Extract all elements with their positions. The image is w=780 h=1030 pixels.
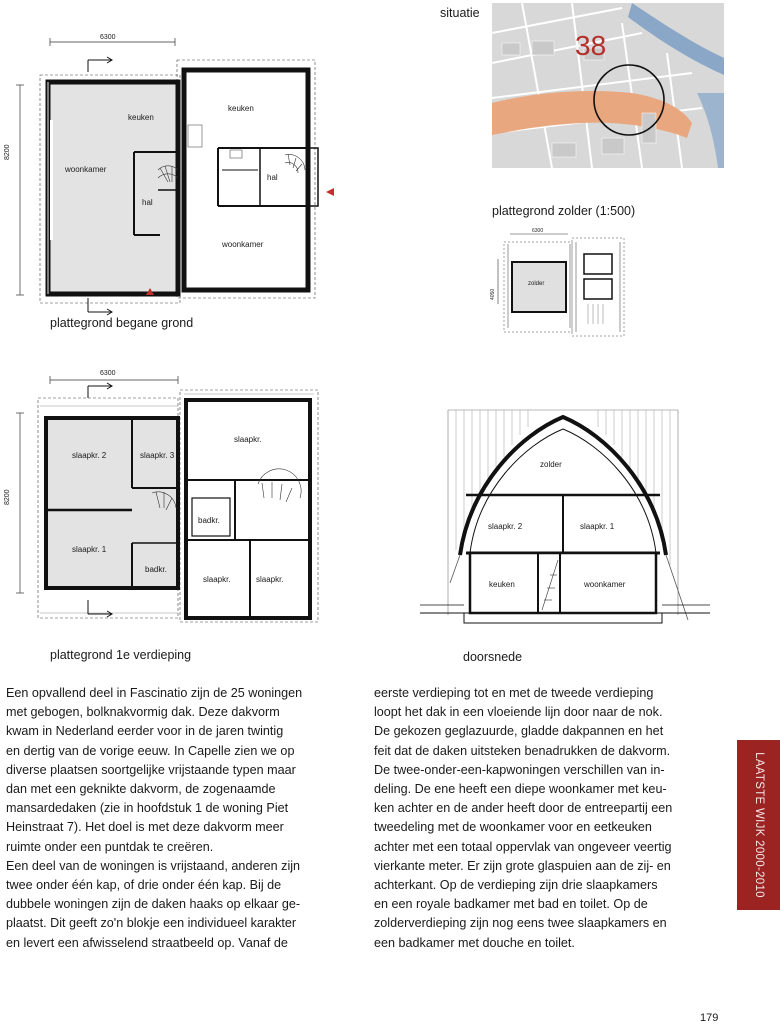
situation-map [492, 3, 724, 168]
text-line: deling. De ene heeft een diepe woonkamer met keu- [374, 782, 667, 797]
zolder-width-dim: 6300 [532, 228, 544, 234]
room-section-keuken: keuken [489, 580, 515, 589]
room-keuken-right: keuken [228, 104, 254, 113]
room-zolder-plan: zolder [528, 281, 545, 287]
text-line: De gekozen geglazuurde, gladde dakpannen en het [374, 724, 664, 739]
text-line: een badkamer met douche en toilet. [374, 935, 575, 950]
room-slaapkr-1: slaapkr. 1 [72, 545, 107, 554]
map-number: 38 [575, 30, 607, 61]
text-line: eerste verdieping tot en met de tweede verdieping [374, 686, 654, 700]
body-text-left [6, 684, 370, 953]
text-line: dan met een geknikte dakvorm, de zogenaamde [6, 782, 276, 797]
text-line: kwam in Nederland eerder voor in de jaren twintig [6, 724, 284, 739]
ground-depth-dim: 8200 [4, 144, 11, 160]
text-line: ken achter en de ander heeft door de entreepartij een [374, 801, 673, 816]
room-section-woonkamer: woonkamer [584, 580, 626, 589]
room-section-zolder: zolder [540, 460, 562, 469]
caption-ground-floor: plattegrond begane grond [50, 316, 194, 330]
text-line: loopt het dak in een vloeiende lijn door naar de nok. [374, 705, 663, 720]
text-line: vierkante meter. Er zijn grote glaspuien aan de zij- en [374, 858, 671, 873]
room-hal-left: hal [142, 198, 153, 207]
text-line: en dertig van de vorige eeuw. In Capelle zien we op [6, 743, 295, 758]
text-line: plaatst. Dit geeft zo'n blokje een individueel karakter [6, 916, 297, 931]
zolder-depth-dim: 4050 [490, 288, 496, 300]
first-floor-plan [0, 368, 345, 638]
page-number: 179 [700, 1012, 719, 1024]
text-line: tweedeling met de woonkamer voor en eetkeuken [374, 820, 652, 835]
text-line: mansardedaken (zie in hoofdstuk 1 de woning Piet [6, 801, 289, 816]
text-line: en levert een afwisselend straatbeeld op. Vanaf de [6, 935, 288, 950]
text-line: achter met een totaal oppervlak van ongeveer veertig [374, 839, 672, 854]
text-line: twee onder één kap, of drie onder één kap. Bij de [6, 878, 282, 893]
text-line: Heinstraat 7). Het doel is met deze dakvorm meer [6, 820, 284, 835]
caption-first-floor: plattegrond 1e verdieping [50, 648, 192, 662]
room-hal-right: hal [267, 173, 278, 182]
room-woonkamer-right: woonkamer [222, 240, 264, 249]
text-line: en een royale badkamer met bad en toilet. Op de [374, 897, 648, 912]
text-line: Een opvallend deel in Fascinatio zijn de 25 woningen [6, 686, 303, 700]
section-drawing [420, 405, 710, 630]
chapter-side-tab-label: LAATSTE WIJK 2000-2010 [752, 752, 765, 898]
caption-zolder: plattegrond zolder (1:500) [492, 204, 636, 218]
text-line: feit dat de daken uitsteken benadrukken de dakvorm. [374, 743, 671, 758]
text-line: achterkant. Op de verdieping zijn drie slaapkamers [374, 878, 658, 893]
room-slaapkr-right-top: slaapkr. [234, 435, 262, 444]
room-slaapkr-right-bl: slaapkr. [203, 575, 231, 584]
attic-floor-plan [488, 224, 633, 344]
text-line: diverse plaatsen soortgelijke vrijstaande typen maar [6, 762, 296, 777]
room-slaapkr-2: slaapkr. 2 [72, 451, 107, 460]
chapter-side-tab [737, 740, 780, 910]
caption-situatie: situatie [440, 6, 480, 20]
text-line: dubbele woningen zijn de daken haaks op elkaar ge- [6, 897, 301, 912]
first-depth-dim: 8200 [4, 489, 11, 505]
text-line: Een deel van de woningen is vrijstaand, anderen zijn [6, 858, 301, 873]
room-slaapkr-3: slaapkr. 3 [140, 451, 175, 460]
ground-floor-plan [0, 30, 345, 330]
body-text-right [374, 684, 724, 953]
ground-width-dim: 6300 [100, 34, 116, 41]
room-woonkamer-left: woonkamer [65, 165, 107, 174]
text-line: met gebogen, bolknakvormig dak. Deze dakvorm [6, 705, 280, 720]
text-line: ruimte onder een puntdak te creëren. [6, 839, 214, 854]
first-width-dim: 6300 [100, 370, 116, 377]
text-line: De twee-onder-een-kapwoningen verschillen van in- [374, 762, 665, 777]
room-badkr-left: badkr. [145, 565, 167, 574]
room-slaapkr-right-br: slaapkr. [256, 575, 284, 584]
room-section-slaapkr-1: slaapkr. 1 [580, 522, 615, 531]
caption-section: doorsnede [463, 650, 523, 664]
room-badkr-mid: badkr. [198, 516, 220, 525]
text-line: zolderverdieping zijn nog eens twee slaapkamers en [374, 916, 667, 931]
room-section-slaapkr-2: slaapkr. 2 [488, 522, 523, 531]
room-keuken-left: keuken [128, 113, 154, 122]
